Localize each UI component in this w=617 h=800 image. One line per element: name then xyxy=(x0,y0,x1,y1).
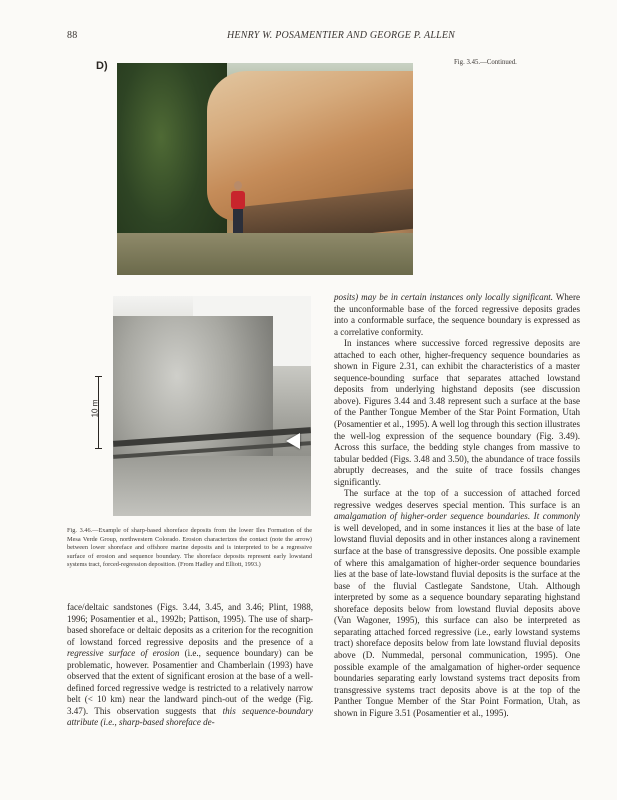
left-column-text xyxy=(67,602,313,729)
right-paragraph-3: The surface at the top of a succession of attached forced regressive wedges deserves special mention. This surface is an amalgamation of higher-order sequence boundaries. It commonly is well developed, and in some instances it lies at the base of late lowstand fluvial deposits and in other instances along a ravinement surface at the base of transgressive deposits. One possible example of where this amalgamation of higher-order sequence boundaries lies at the base of late-lowstand fluvial deposits is the surface at the base of the fluvial Castlegate Sandstone, Utah. Although interpreted by some as a sequence boundary separating highstand shoreface deposits below from lowstand fluvial deposits above (Van Wagoner, 1995), this surface can also be interpreted as separating attached forced regressive (i.e., early lowstand systems tract) shoreface deposits below from late lowstand fluvial deposits above (D. Nummedal, personal communication, 1995). One possible example of the amalgamation of higher-order sequence boundaries separating early lowstand systems tract deposits from transgressive systems tract deposits above is at the top of the Panther Tongue Member of the Star Point Formation, Utah, as shown in Figure 3.51 (Posamentier et al., 1995). xyxy=(334,488,580,718)
left-paragraph: face/deltaic sandstones (Figs. 3.44, 3.45, and 3.46; Plint, 1988, 1996; Posamentier et al., 1992b; Pattison, 1995). The use of sharp-based shoreface or deltaic deposits as a criterion for the recognition of lowstand forced regressive deposits and the presence of a regressive surface of erosion (i.e., sequence boundary) can be problematic, however. Posamentier and Chamberlain (1993) have observed that the extent of significant erosion at the base of a well-defined forced regressive wedge is restricted to a relatively narrow belt (< 10 km) near the landward pinch-out of the wedge (Fig. 3.47). This observation suggests that this sequence-boundary attribute (i.e., sharp-based shoreface de- xyxy=(67,602,313,728)
outcrop-photo-color xyxy=(117,63,413,275)
photo-person xyxy=(231,181,245,233)
scale-label: 10 m xyxy=(90,399,100,418)
figure-346-caption: Fig. 3.46.—Example of sharp-based shoreface deposits from the lower Iles Formation of the Mesa Verde Group, northwestern Colorado. Erosion characterizes the contact (note the arrow) between lower shoreface and offshore marine deposits and is interpreted to be a regressive surface of erosion and sequence boundary. The shoreface deposits represent early lowstand systems tract, forced-regression deposition. (From Hadley and Elliott, 1993.) xyxy=(67,527,312,569)
arrow-icon xyxy=(286,433,300,449)
person-shirt xyxy=(231,191,245,209)
running-title: HENRY W. POSAMENTIER AND GEORGE P. ALLEN xyxy=(227,30,456,41)
right-paragraph-2: In instances where successive forced regressive deposits are attached to each other, higher-frequency sequence boundaries as shown in Figure 2.31, can exhibit the characteristics of a master sequence-bounding surface that separates attached lowstand deposits from underlying highstand deposits (see discussion above). Figures 3.44 and 3.48 represent such a surface at the base of the Panther Tongue Member of the Star Point Formation, Utah (Posamentier et al., 1995). A well log through this section illustrates the well-log expression of the sequence boundary (Fig. 3.49). Across this surface, the bedding style changes from massive to tabular bedded (Figs. 3.48 and 3.50), the abundance of trace fossils abruptly decreases, and the suite of trace fossils changes significantly. xyxy=(334,338,580,487)
photo-bw-lower-beds xyxy=(113,456,311,516)
outcrop-photo-bw xyxy=(113,296,311,516)
right-column-text xyxy=(334,292,580,719)
person-legs xyxy=(233,209,243,233)
panel-label: D) xyxy=(96,60,108,72)
page-number: 88 xyxy=(67,30,78,41)
person-head xyxy=(234,181,242,190)
figure-345-caption: Fig. 3.45.—Continued. xyxy=(454,59,517,66)
right-paragraph-1: posits) may be in certain instances only locally significant. Where the unconformable base of the forced regressive deposits grades into a conformable surface, the sequence boundary is expressed as a correlative conformity. xyxy=(334,292,580,337)
photo-ground xyxy=(117,233,413,275)
